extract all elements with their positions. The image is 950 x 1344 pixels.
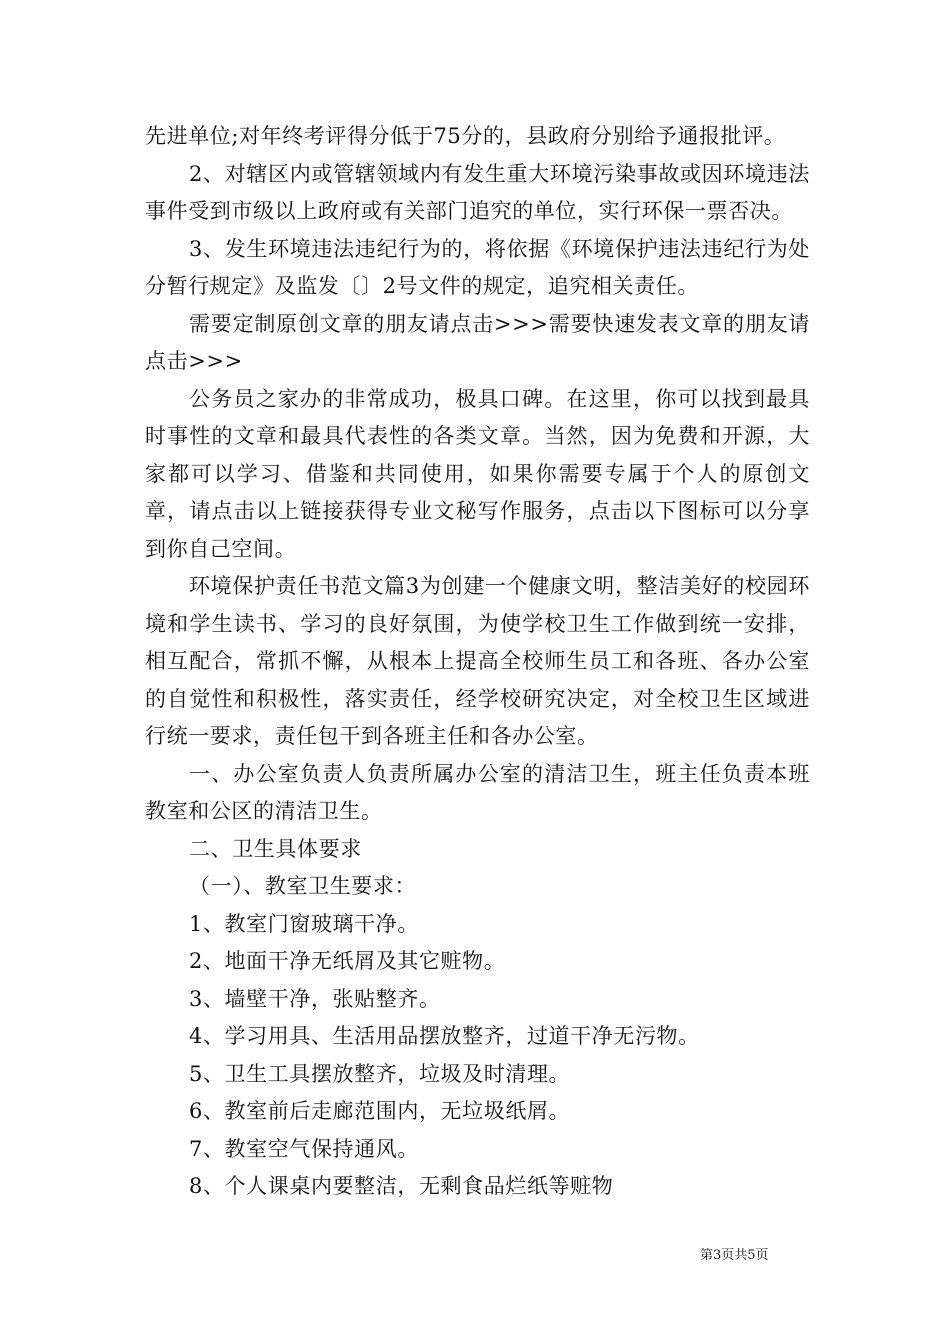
list-item: 1、教室门窗玻璃干净。 — [189, 911, 419, 936]
list-item: 5、卫生工具摆放整齐，垃圾及时清理。 — [189, 1061, 571, 1086]
list-item: 4、学习用具、生活用品摆放整齐，过道干净无污物。 — [189, 1024, 700, 1048]
paragraph: 先进单位;对年终考评得分低于75分的，县政府分别给予通报批评。 — [145, 124, 786, 148]
paragraph: （一）、教室卫生要求： — [189, 874, 417, 898]
paragraph: 二、卫生具体要求 — [189, 836, 362, 861]
list-item: 2、地面干净无纸屑及其它赃物。 — [189, 949, 506, 973]
paragraph: 公务员之家办的非常成功，极具口碑。在这里，你可以找到最具时事性的文章和最具代表性的各类文章。当然，因为免费和开源，大家都可以学习、借鉴和共同使用，如果你需要专属于个人的原创文章，请点击以上链接获得专业文秘写作服务，点击以下图标可以分享到你自己空间。 — [145, 386, 810, 561]
paragraph: 一、办公室负责人负责所属办公室的清洁卫生，班主任负责本班教室和公区的清洁卫生。 — [145, 761, 810, 823]
paragraph: 需要定制原创文章的朋友请点击>>>需要快速发表文章的朋友请点击>>> — [145, 311, 810, 373]
list-item: 3、墙壁干净，张贴整齐。 — [189, 986, 441, 1011]
paragraph: 环境保护责任书范文篇3为创建一个健康文明，整洁美好的校园环境和学生读书、学习的良好氛围，为使学校卫生工作做到统一安排，相互配合，常抓不懈，从根本上提高全校师生员工和各班、各办公室的自觉性和积极性，落实责任，经学校研究决定，对全校卫生区域进行统一要求，责任包干到各班主任和各办公室。 — [145, 574, 810, 748]
list-item: 6、教室前后走廊范围内，无垃圾纸屑。 — [189, 1099, 571, 1123]
list-item: 7、教室空气保持通风。 — [189, 1136, 419, 1161]
paragraph: 3、发生环境违法违纪行为的，将依据《环境保护违法违纪行为处分暂行规定》及监发〔〕2号文件的规定，追究相关责任。 — [145, 236, 810, 298]
paragraph: 2、对辖区内或管辖领域内有发生重大环境污染事故或因环境违法事件受到市级以上政府或有关部门追究的单位，实行环保一票否决。 — [145, 161, 810, 223]
page-number: 第3页共5页 — [700, 1248, 769, 1263]
document-body — [145, 118, 810, 1206]
list-item: 8、个人课桌内要整洁，无剩食品烂纸等赃物 — [189, 1174, 614, 1198]
